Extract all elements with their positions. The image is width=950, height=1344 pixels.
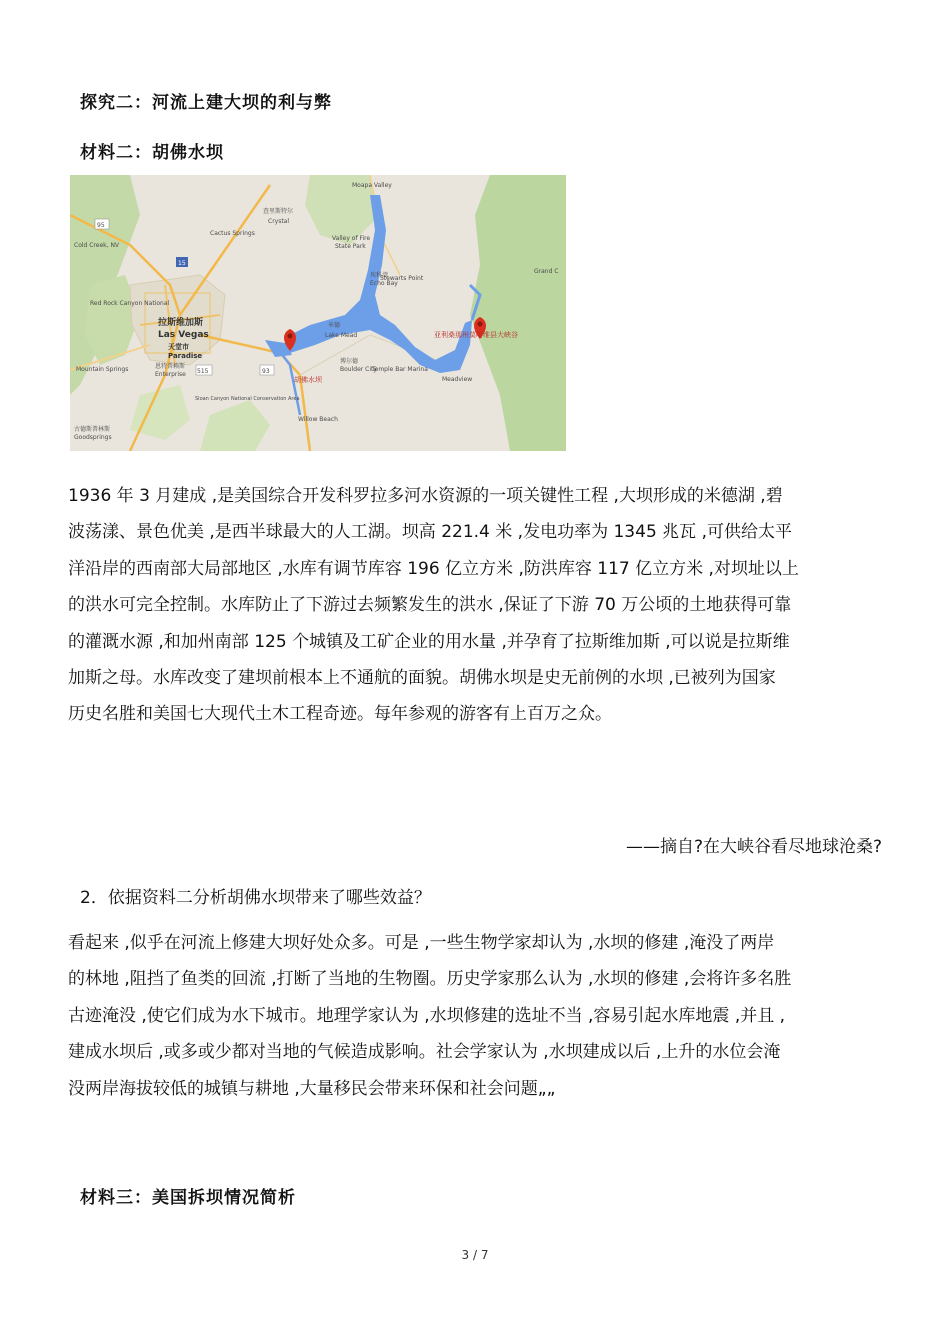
paragraph-dam-concerns bbox=[68, 925, 888, 1107]
text-line: 没两岸海拔较低的城镇与耕地 ,大量移民会带来环保和社会问题„„ bbox=[68, 1078, 556, 1099]
text-line: 的灌溉水源 ,和加州南部 125 个城镇及工矿企业的用水量 ,并孕育了拉斯维加斯 ,可以说是拉斯维 bbox=[68, 631, 790, 652]
svg-text:Temple Bar Marina: Temple Bar Marina bbox=[372, 366, 428, 373]
text-line: 洋沿岸的西南部大局部地区 ,水库有调节库容 196 亿立方米 ,防洪库容 117 亿立方米 ,对坝址以上 bbox=[68, 558, 799, 579]
paragraph-hoover-dam bbox=[68, 478, 888, 733]
svg-text:恩特普赖斯: 恩特普赖斯 bbox=[155, 363, 186, 370]
section-heading: 探究二：河流上建大坝的利与弊 bbox=[80, 93, 332, 113]
svg-text:米德: 米德 bbox=[328, 322, 341, 329]
svg-text:Sloan Canyon National Conserva: Sloan Canyon National Conservation Area bbox=[195, 396, 300, 402]
question-2: 2．依据资料二分析胡佛水坝带来了哪些效益？ bbox=[80, 888, 431, 908]
svg-text:93: 93 bbox=[262, 368, 270, 375]
svg-text:Boulder City: Boulder City bbox=[340, 366, 377, 373]
svg-text:Crystal: Crystal bbox=[268, 218, 290, 225]
svg-text:Willow Beach: Willow Beach bbox=[298, 416, 338, 423]
svg-text:胡佛水坝: 胡佛水坝 bbox=[294, 376, 322, 384]
svg-text:Cold Creek, NV: Cold Creek, NV bbox=[74, 242, 120, 249]
material-three-heading: 材料三：美国拆坝情况简析 bbox=[80, 1188, 296, 1208]
svg-text:Moapa Valley: Moapa Valley bbox=[352, 182, 392, 189]
svg-text:查里斯特尔: 查里斯特尔 bbox=[263, 208, 294, 215]
svg-text:95: 95 bbox=[97, 222, 105, 229]
text-line: 1936 年 3 月建成 ,是美国综合开发科罗拉多河水资源的一项关键性工程 ,大坝形成的米德湖 ,碧 bbox=[68, 486, 783, 506]
svg-text:15: 15 bbox=[178, 260, 186, 267]
svg-text:亚利桑那州莫哈维县大峡谷: 亚利桑那州莫哈维县大峡谷 bbox=[434, 331, 518, 339]
text-line: 加斯之母。水库改变了建坝前根本上不通航的面貌。胡佛水坝是史无前例的水坝 ,已被列为国家 bbox=[68, 668, 776, 689]
text-line: 看起来 ,似乎在河流上修建大坝好处众多。可是 ,一些生物学家却认为 ,水坝的修建 ,淹没了两岸 bbox=[68, 933, 775, 953]
svg-text:515: 515 bbox=[197, 368, 209, 375]
page-number: 3 / 7 bbox=[461, 1248, 489, 1262]
material-heading: 材料二：胡佛水坝 bbox=[80, 143, 224, 163]
svg-text:埃科湾: 埃科湾 bbox=[370, 272, 389, 279]
svg-text:Stewarts Point: Stewarts Point bbox=[380, 275, 424, 282]
text-line: 的洪水可完全控制。水库防止了下游过去频繁发生的洪水 ,保证了下游 70 万公顷的土地获得可靠 bbox=[68, 595, 792, 616]
text-line: 古迹淹没 ,使它们成为水下城市。地理学家认为 ,水坝修建的选址不当 ,容易引起水库地震 ,并且 , bbox=[68, 1005, 786, 1026]
svg-text:Enterprise: Enterprise bbox=[155, 371, 186, 378]
svg-text:Red Rock Canyon National: Red Rock Canyon National bbox=[90, 300, 170, 307]
text-line: 历史名胜和美国七大现代土木工程奇迹。每年参观的游客有上百万之众。 bbox=[68, 704, 612, 725]
svg-text:Lake Mead: Lake Mead bbox=[325, 332, 358, 339]
svg-text:State Park: State Park bbox=[335, 243, 366, 250]
svg-text:Las Vegas: Las Vegas bbox=[158, 330, 209, 340]
hoover-dam-map bbox=[70, 175, 566, 451]
svg-text:古德斯普林斯: 古德斯普林斯 bbox=[74, 426, 111, 433]
svg-text:Echo Bay: Echo Bay bbox=[370, 280, 398, 287]
text-line: 的林地 ,阻挡了鱼类的回流 ,打断了当地的生物圈。历史学家那么认为 ,水坝的修建 ,会将许多名胜 bbox=[68, 969, 792, 990]
svg-text:Paradise: Paradise bbox=[168, 352, 203, 360]
source-citation: ——摘自?在大峡谷看尽地球沧桑? bbox=[625, 837, 882, 857]
svg-text:Cactus Springs: Cactus Springs bbox=[210, 230, 255, 237]
text-line: 建成水坝后 ,或多或少都对当地的气候造成影响。社会学家认为 ,水坝建成以后 ,上升的水位会淹 bbox=[68, 1042, 781, 1063]
svg-text:Valley of Fire: Valley of Fire bbox=[332, 235, 371, 242]
svg-text:Grand C: Grand C bbox=[534, 268, 559, 275]
svg-text:拉斯维加斯: 拉斯维加斯 bbox=[158, 318, 204, 328]
svg-text:Goodsprings: Goodsprings bbox=[74, 434, 112, 441]
svg-text:Meadview: Meadview bbox=[442, 376, 473, 383]
svg-text:Mountain Springs: Mountain Springs bbox=[76, 366, 129, 373]
svg-text:天堂市: 天堂市 bbox=[168, 343, 189, 351]
svg-text:博尔德: 博尔德 bbox=[340, 358, 359, 365]
text-line: 波荡漾、景色优美 ,是西半球最大的人工湖。坝高 221.4 米 ,发电功率为 1345 兆瓦 ,可供给太平 bbox=[68, 522, 792, 543]
